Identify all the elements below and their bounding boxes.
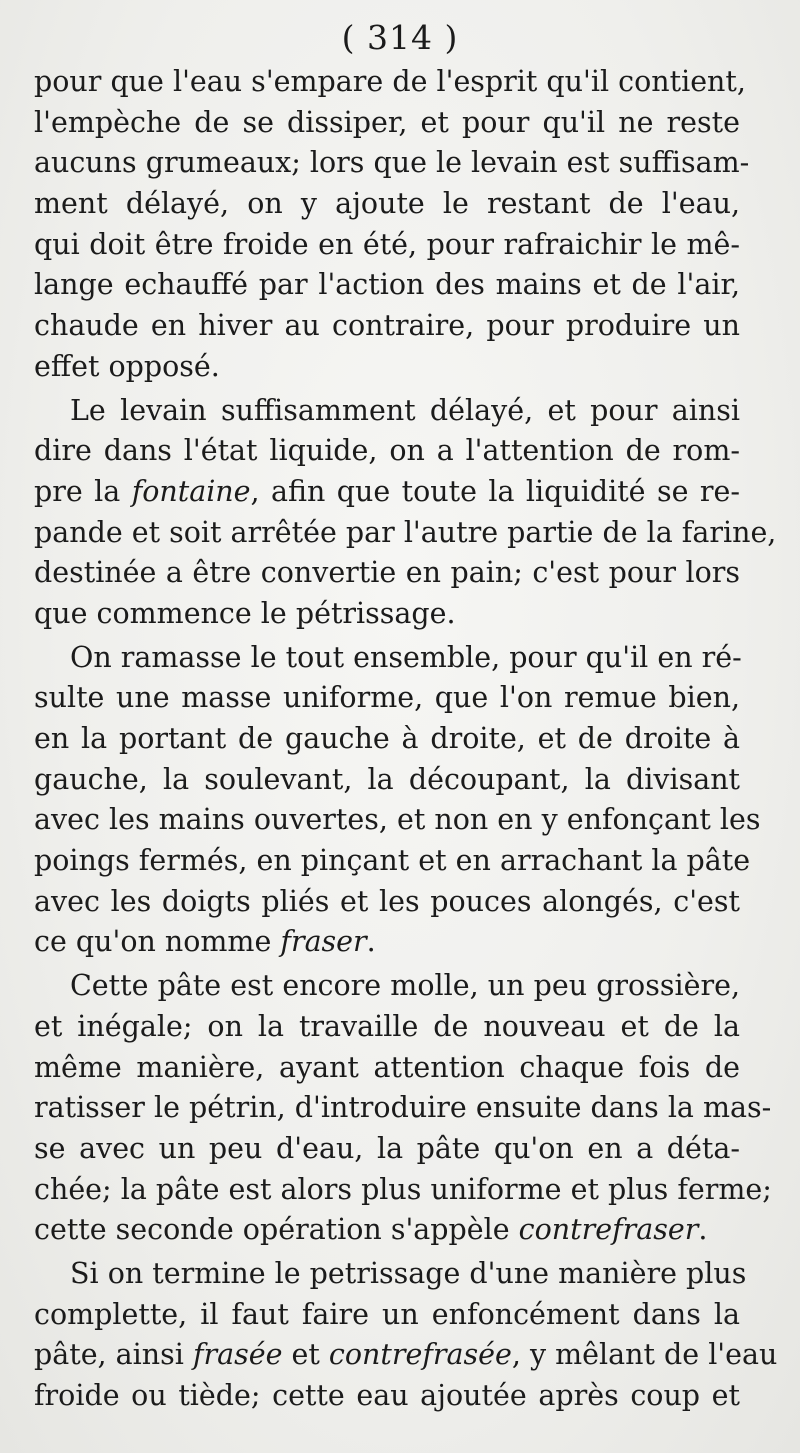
text-line: aucuns grumeaux; lors que le levain est suffisam- <box>34 146 750 180</box>
italic-term: contrefrasée <box>328 1338 512 1372</box>
paragraph <box>34 62 750 388</box>
text-line: pour que l'eau s'empare de l'esprit qu'il contient, <box>34 65 746 98</box>
text-line: dire dans l'état liquide, on a l'attention de rom- <box>34 434 740 468</box>
text-line: chée; la pâte est alors plus uniforme et plus ferme; <box>34 1172 772 1206</box>
text-line: même manière, ayant attention chaque fois de <box>34 1050 740 1084</box>
text-line: destinée a être convertie en pain; c'est pour lors <box>34 556 740 590</box>
text-line: pande et soit arrêtée par l'autre partie de la farine, <box>34 515 777 549</box>
text-line: Le levain suffisamment délayé, et pour ainsi <box>70 393 740 427</box>
text-line: froide ou tiède; cette eau ajoutée après coup et <box>34 1379 740 1412</box>
paragraph <box>34 638 761 964</box>
text-line: Si on termine le petrissage d'une manière plus <box>70 1256 747 1290</box>
italic-term: contrefraser <box>518 1213 699 1247</box>
text-line <box>34 472 740 513</box>
paragraph <box>34 966 772 1251</box>
text-line: ratisser le pétrin, d'introduire ensuite dans la mas- <box>34 1091 772 1125</box>
text-run: et <box>282 1338 329 1372</box>
text-line: poings fermés, en pinçant et en arrachant la pâte <box>34 844 751 878</box>
text-line: sulte une masse uniforme, que l'on remue bien, <box>34 681 740 715</box>
text-line: avec les mains ouvertes, et non en y enfonçant les <box>34 803 761 837</box>
text-line <box>34 922 740 963</box>
text-run: ce qu'on nomme <box>34 925 281 959</box>
text-line <box>34 1335 778 1376</box>
italic-term: fontaine <box>131 474 251 508</box>
text-run: , y mêlant de l'eau <box>511 1338 778 1372</box>
text-run: cette seconde opération s'appèle <box>34 1213 519 1247</box>
text-line: en la portant de gauche à droite, et de droite à <box>34 722 740 755</box>
text-line: On ramasse le tout ensemble, pour qu'il en ré- <box>70 640 742 674</box>
text-run: , afin que toute la liquidité se re- <box>250 474 740 508</box>
text-line: avec les doigts pliés et les pouces alongés, c'est <box>34 884 740 918</box>
text-line: chaude en hiver au contraire, pour produire un <box>34 309 740 343</box>
text-line: l'empèche de se dissiper, et pour qu'il ne reste <box>34 105 740 139</box>
text-line: effet opposé. <box>34 349 220 383</box>
text-run: . <box>698 1213 708 1247</box>
text-run: pâte, ainsi <box>34 1338 193 1372</box>
text-line: lange echauffé par l'action des mains et de l'air, <box>34 268 740 302</box>
text-line: ment délayé, on y ajoute le restant de l'eau, <box>34 187 740 221</box>
text-line: complette, il faut faire un enfoncément dans la <box>34 1297 740 1331</box>
paragraph <box>34 391 777 635</box>
text-run: pre la <box>34 474 132 508</box>
text-line: se avec un peu d'eau, la pâte qu'on en a déta- <box>34 1131 740 1165</box>
text-line: qui doit être froide en été, pour rafraichir le mê- <box>34 227 740 261</box>
paragraph <box>34 1254 778 1417</box>
text-line <box>34 1210 740 1251</box>
text-line: et inégale; on la travaille de nouveau et de la <box>34 1009 740 1043</box>
text-line: Cette pâte est encore molle, un peu grossière, <box>70 969 740 1003</box>
italic-term: frasée <box>192 1338 283 1372</box>
page-number: ( 314 ) <box>341 18 459 57</box>
text-line: que commence le pétrissage. <box>34 596 456 630</box>
italic-term: fraser <box>280 925 367 959</box>
page-text <box>34 62 778 1417</box>
text-line: gauche, la soulevant, la découpant, la divisant <box>34 762 740 796</box>
text-run: . <box>366 925 376 959</box>
